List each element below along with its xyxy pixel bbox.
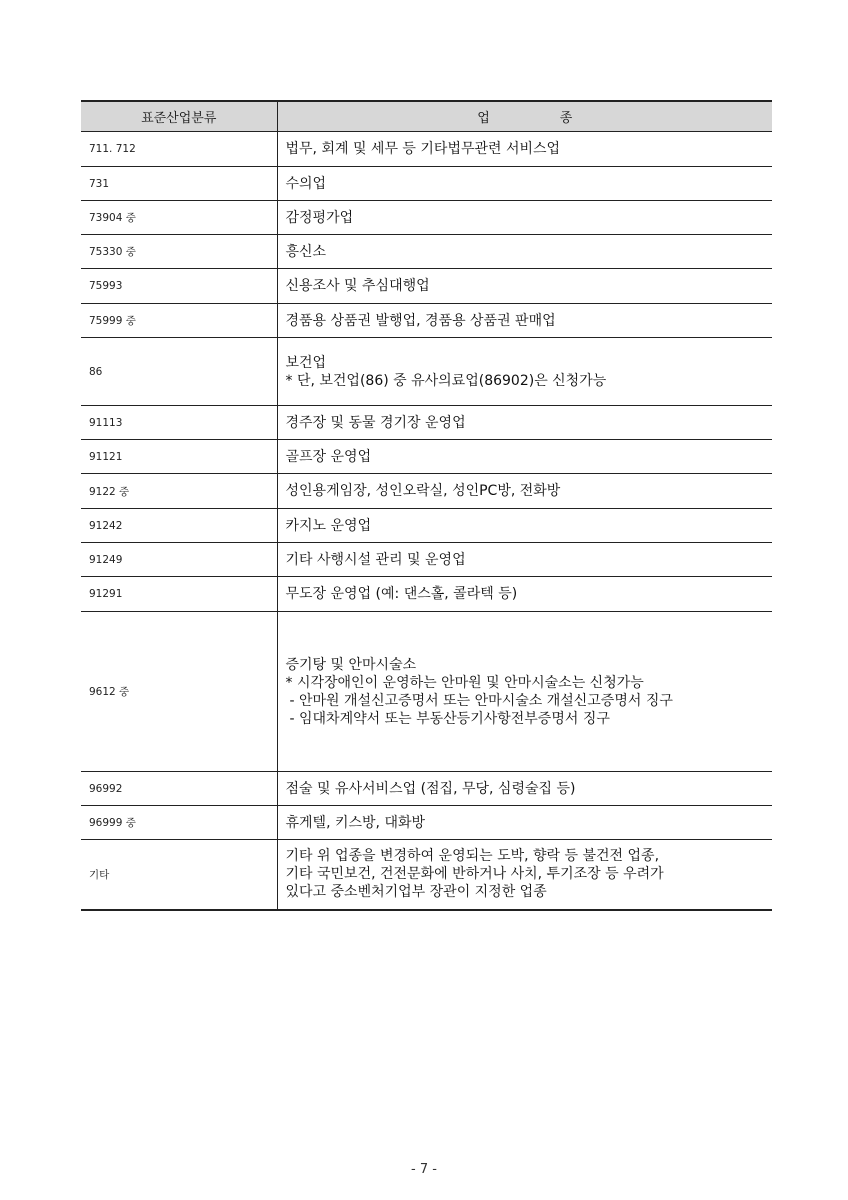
industry-code-cell: 86 [81, 338, 277, 406]
header-industry-code: 표준산업분류 [81, 101, 277, 132]
business-type-line: 흥신소 [285, 243, 327, 260]
business-type-line: - 안마원 개설신고증명서 또는 안마시술소 개설신고증명서 징구 [289, 692, 673, 709]
industry-code-cell: 96999 중 [81, 806, 277, 840]
industry-code-cell: 75999 중 [81, 304, 277, 338]
business-type-line: * 단, 보건업(86) 중 유사의료업(86902)은 신청가능 [285, 372, 607, 389]
business-type-line: * 시각장애인이 운영하는 안마원 및 안마시술소는 신청가능 [285, 674, 644, 691]
business-type-cell [277, 806, 772, 840]
table-row [81, 406, 772, 440]
industry-code-cell: 91121 [81, 440, 277, 474]
industry-code-cell: 9612 중 [81, 612, 277, 772]
business-type-line: 감정평가업 [285, 209, 354, 226]
business-type-line: 점술 및 유사서비스업 (점집, 무당, 심령술집 등) [285, 780, 576, 797]
business-type-line: - 임대차계약서 또는 부동산등기사항전부증명서 징구 [289, 710, 610, 727]
table-row [81, 338, 772, 406]
business-type-cell [277, 406, 772, 440]
table-row [81, 235, 772, 269]
header-business-type-a: 업 [477, 111, 490, 126]
table-row [81, 269, 772, 304]
table-row [81, 304, 772, 338]
table-row [81, 132, 772, 167]
table-row [81, 543, 772, 577]
industry-code-cell: 91113 [81, 406, 277, 440]
industry-code-cell: 711. 712 [81, 132, 277, 167]
business-type-cell [277, 440, 772, 474]
industry-code-cell: 75993 [81, 269, 277, 304]
business-type-line: 휴게텔, 키스방, 대화방 [285, 814, 426, 831]
business-type-line: 기타 사행시설 관리 및 운영업 [285, 551, 466, 568]
business-type-line: 보건업 [285, 354, 327, 371]
table-header-row [81, 101, 772, 132]
table-row [81, 612, 772, 772]
business-type-line: 증기탕 및 안마시술소 [285, 656, 417, 673]
business-type-cell [277, 577, 772, 612]
business-type-cell [277, 304, 772, 338]
business-type-line: 카지노 운영업 [285, 517, 372, 534]
business-type-line: 무도장 운영업 (예: 댄스홀, 콜라텍 등) [285, 586, 518, 602]
business-type-line: 법무, 회계 및 세무 등 기타법무관련 서비스업 [285, 141, 561, 157]
industry-code-cell: 91291 [81, 577, 277, 612]
industry-code-cell: 91242 [81, 509, 277, 543]
business-type-cell [277, 840, 772, 910]
business-type-cell [277, 612, 772, 772]
business-type-cell [277, 235, 772, 269]
table-row [81, 577, 772, 612]
header-business-type-b: 종 [559, 111, 573, 126]
table-row [81, 806, 772, 840]
business-type-cell [277, 474, 772, 509]
business-type-line: 있다고 중소벤처기업부 장관이 지정한 업종 [285, 884, 547, 901]
business-type-cell [277, 269, 772, 304]
industry-code-cell: 731 [81, 167, 277, 201]
business-type-cell [277, 772, 772, 806]
business-type-line: 경주장 및 동물 경기장 운영업 [285, 414, 466, 431]
business-type-line: 기타 국민보건, 건전문화에 반하거나 사치, 투기조장 등 우려가 [285, 866, 664, 883]
table-body [81, 132, 772, 910]
business-type-line: 기타 위 업종을 변경하여 운영되는 도박, 향락 등 불건전 업종, [285, 848, 660, 865]
industry-code-cell: 73904 중 [81, 201, 277, 235]
business-type-cell [277, 543, 772, 577]
industry-code-cell: 9122 중 [81, 474, 277, 509]
industry-code-cell: 75330 중 [81, 235, 277, 269]
industry-code-cell: 기타 [81, 840, 277, 910]
industry-code-cell: 91249 [81, 543, 277, 577]
business-type-cell [277, 509, 772, 543]
business-type-cell [277, 338, 772, 406]
table-row [81, 440, 772, 474]
business-type-cell [277, 201, 772, 235]
restricted-industry-table [81, 100, 772, 911]
business-type-line: 신용조사 및 추심대행업 [285, 278, 430, 294]
table-row [81, 201, 772, 235]
business-type-line: 수의업 [285, 175, 327, 192]
business-type-cell [277, 167, 772, 201]
table-row [81, 167, 772, 201]
table-row [81, 772, 772, 806]
industry-code-cell: 96992 [81, 772, 277, 806]
business-type-line: 골프장 운영업 [285, 448, 372, 465]
page-number: - 7 - [411, 1162, 437, 1177]
table-row [81, 509, 772, 543]
business-type-line: 경품용 상품권 발행업, 경품용 상품권 판매업 [285, 312, 556, 329]
business-type-line: 성인용게임장, 성인오락실, 성인PC방, 전화방 [285, 483, 561, 499]
table-row [81, 474, 772, 509]
header-business-type [277, 101, 772, 132]
table-row [81, 840, 772, 910]
business-type-cell [277, 132, 772, 167]
